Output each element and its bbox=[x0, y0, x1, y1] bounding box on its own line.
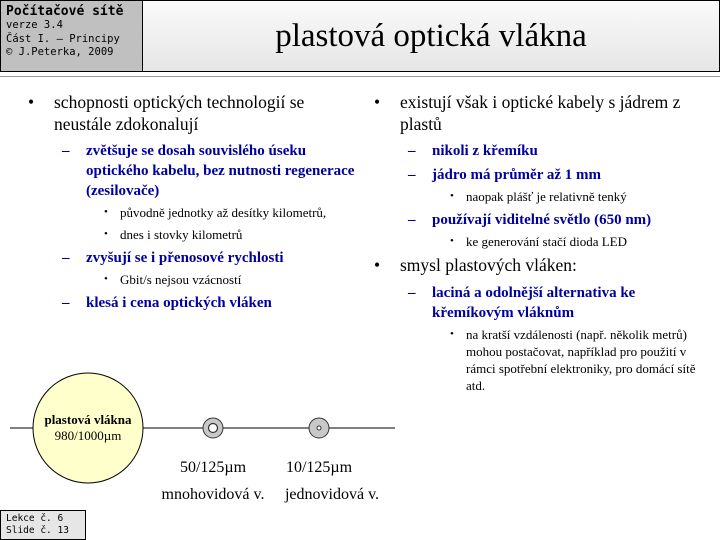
left-column bbox=[28, 92, 358, 316]
plastic-fiber-name: plastová vlákna bbox=[44, 412, 132, 427]
course-author: © J.Peterka, 2009 bbox=[6, 46, 114, 58]
multimode-fiber-core bbox=[209, 424, 218, 433]
sub-price: – klesá i cena optických vláken bbox=[62, 293, 358, 313]
sub-sub-led: • ke generování stačí dioda LED bbox=[450, 233, 704, 250]
title-bar bbox=[143, 0, 720, 72]
sub-sub-short-distance: • na kratší vzdálenosti (např. několik metrů) mohou postačovat, například pro použití v rámci spotřební elektroniky, pro domácí sítě atd. bbox=[450, 326, 704, 394]
course-part: Část I. – Principy bbox=[6, 32, 120, 45]
sub-not-silicon: – nikoli z křemíku bbox=[408, 141, 704, 161]
course-name: Počítačové sítě bbox=[6, 4, 124, 19]
bullet-plastic-cables: • existují však i optické kabely s jádrem z plastů bbox=[374, 92, 704, 135]
singlemode-fiber-core bbox=[317, 426, 321, 430]
slide-title: plastová optická vlákna bbox=[275, 17, 587, 54]
lesson-number: Lekce č. 6 bbox=[6, 513, 64, 524]
right-column bbox=[374, 92, 704, 399]
sub-sub-today: • dnes i stovky kilometrů bbox=[104, 226, 358, 243]
bullet-capabilities: • schopnosti optických technologií se neustále zdokonalují bbox=[28, 92, 358, 135]
sub-core-diameter: – jádro má průměr až 1 mm bbox=[408, 165, 704, 185]
multimode-name-label: mnohovidová v. bbox=[161, 486, 265, 503]
header-divider bbox=[0, 76, 720, 77]
sub-sub-cladding: • naopak plášť je relativně tenký bbox=[450, 188, 704, 205]
slide-footer bbox=[0, 510, 86, 540]
plastic-fiber-size: 980/1000µm bbox=[54, 428, 122, 443]
course-info-box bbox=[0, 0, 143, 72]
sub-sub-originally: • původně jednotky až desítky kilometrů, bbox=[104, 204, 358, 221]
multimode-size-label: 50/125µm bbox=[179, 459, 247, 476]
sub-speeds: – zvyšují se i přenosové rychlosti bbox=[62, 248, 358, 268]
singlemode-name-label: jednovidová v. bbox=[284, 486, 380, 503]
singlemode-size-label: 10/125µm bbox=[285, 459, 353, 476]
sub-cheap-alternative: – laciná a odolnější alternativa ke křemíkovým vláknům bbox=[408, 283, 704, 323]
course-version: verze 3.4 bbox=[6, 19, 63, 31]
sub-range: – zvětšuje se dosah souvislého úseku optického kabelu, bez nutnosti regenerace (zesilovače) bbox=[62, 141, 358, 201]
plastic-fiber-label bbox=[28, 412, 148, 444]
sub-visible-light: – používají viditelné světlo (650 nm) bbox=[408, 210, 704, 230]
sub-sub-gbits: • Gbit/s nejsou vzácností bbox=[104, 271, 358, 288]
bullet-purpose: • smysl plastových vláken: bbox=[374, 255, 704, 277]
slide-number: Slide č. 13 bbox=[6, 525, 69, 536]
